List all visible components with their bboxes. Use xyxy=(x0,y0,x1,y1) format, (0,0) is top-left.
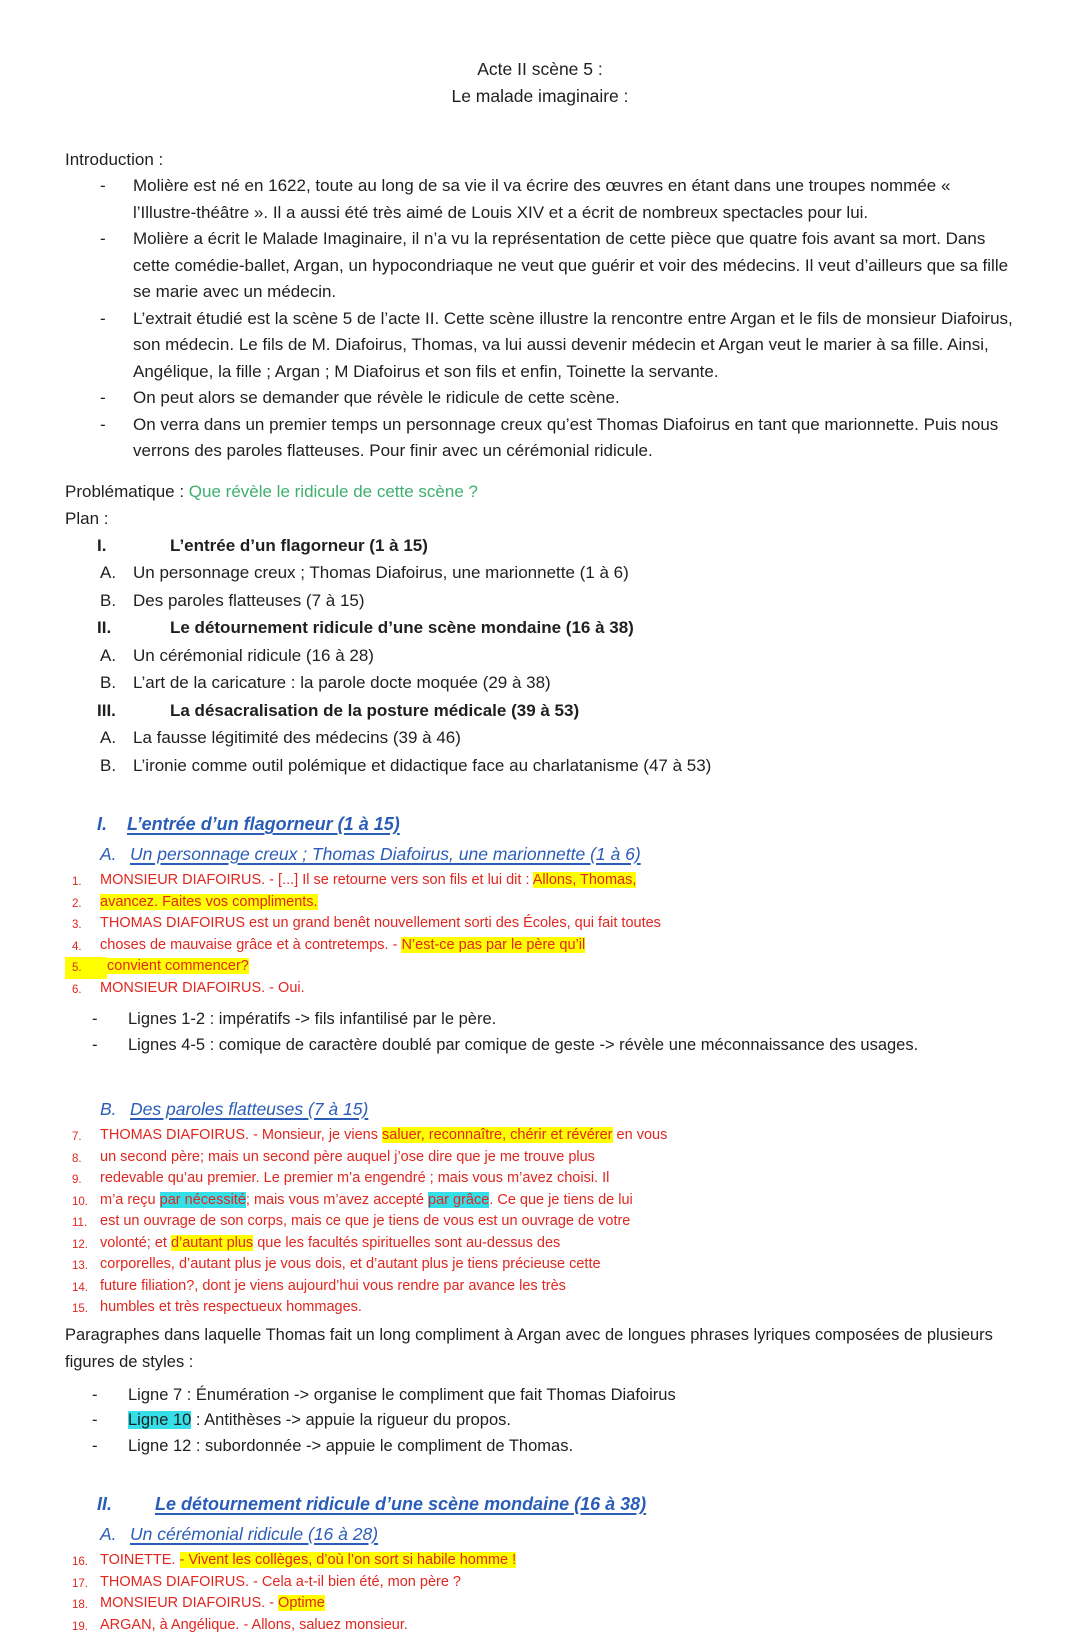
plan-item-text: Un cérémonial ridicule (16 à 28) xyxy=(133,642,374,670)
analysis-bullet xyxy=(65,1408,1015,1434)
quote-text xyxy=(100,979,1015,1001)
quote-line-number: 8. xyxy=(72,1148,100,1170)
plan-item-text: Le détournement ridicule d’une scène mondaine (16 à 38) xyxy=(170,614,634,642)
bullet-marker: - xyxy=(92,1007,128,1033)
analysis-bullet-text xyxy=(128,1007,1015,1033)
intro-bullet-text: Molière a écrit le Malade Imaginaire, il n’a vu la représentation de cette pièce que quatre fois avant sa mort. Dans cette comédie-ballet, Argan, un hypocondriaque ne veut que guérir et voir des médecins. Il veut d’ailleurs que sa fille se marie avec un médecin. xyxy=(133,226,1015,306)
highlighted-quote-segment: par nécessité xyxy=(160,1192,246,1208)
section-heading-marker: A. xyxy=(100,839,130,869)
quote-line xyxy=(65,1594,1015,1616)
highlighted-quote-segment: N’est-ce pas par le père qu’il xyxy=(401,937,585,953)
quote-segment: un second père; mais un second père auquel j’ose dire que je me trouve plus xyxy=(100,1149,595,1165)
highlighted-quote-segment: convient commencer? xyxy=(107,958,249,974)
analysis-bullet-text xyxy=(128,1383,1015,1409)
quote-line-number: 17. xyxy=(72,1573,100,1595)
quote-line-number: 18. xyxy=(72,1594,100,1616)
plan-item-marker: I. xyxy=(97,532,170,560)
quote-line xyxy=(65,1212,1015,1234)
quote-line-number: 4. xyxy=(72,936,100,958)
quote-text xyxy=(100,1298,1015,1320)
quote-block xyxy=(65,871,1015,1000)
section-heading-marker: A. xyxy=(100,1519,130,1549)
analysis-segment: : Antithèses -> appuie la rigueur du propos. xyxy=(191,1411,511,1429)
highlighted-quote-segment: par grâce xyxy=(428,1192,489,1208)
quote-line xyxy=(65,1126,1015,1148)
plan-item-text: Des paroles flatteuses (7 à 15) xyxy=(133,587,365,615)
section-heading-marker: II. xyxy=(97,1489,155,1519)
analysis-bullet-list xyxy=(65,1383,1015,1460)
quote-text xyxy=(100,1169,1015,1191)
plan-item-text: L’art de la caricature : la parole docte moquée (29 à 38) xyxy=(133,669,551,697)
bullet-marker: - xyxy=(100,385,133,412)
intro-bullet xyxy=(65,226,1015,306)
quote-line-number: 19. xyxy=(72,1616,100,1637)
highlighted-quote-segment: Optime xyxy=(278,1595,325,1611)
analysis-segment: Lignes 4-5 : comique de caractère doublé par comique de geste -> révèle une méconnaissance des usages. xyxy=(128,1036,918,1054)
plan-item xyxy=(65,752,1015,780)
problematique-row xyxy=(65,478,1015,505)
quote-line xyxy=(65,1277,1015,1299)
quote-line xyxy=(65,1573,1015,1595)
bullet-marker: - xyxy=(92,1408,128,1434)
section-heading xyxy=(65,1094,1015,1124)
plan-item xyxy=(65,587,1015,615)
quote-block xyxy=(65,1126,1015,1320)
analysis-segment: Ligne 7 : Énumération -> organise le compliment que fait Thomas Diafoirus xyxy=(128,1386,676,1404)
quote-segment: m’a reçu xyxy=(100,1192,160,1208)
intro-bullet-list xyxy=(65,173,1015,465)
quote-segment: . Ce que je tiens de lui xyxy=(489,1192,632,1208)
quote-segment: MONSIEUR DIAFOIRUS. - Oui. xyxy=(100,980,305,996)
plan-item xyxy=(65,559,1015,587)
highlighted-analysis-segment: Ligne 10 xyxy=(128,1411,191,1429)
quote-line-number: 14. xyxy=(72,1277,100,1299)
analysis-segment: Lignes 1-2 : impératifs -> fils infantilisé par le père. xyxy=(128,1010,496,1028)
section-heading xyxy=(65,839,1015,869)
quote-segment: THOMAS DIAFOIRUS. - Cela a-t-il bien été, mon père ? xyxy=(100,1574,461,1590)
problematique-question: Que révèle le ridicule de cette scène ? xyxy=(189,482,478,501)
quote-line-number: 10. xyxy=(72,1191,100,1213)
quote-text xyxy=(100,871,1015,893)
quote-line xyxy=(65,893,1015,915)
bullet-marker: - xyxy=(92,1383,128,1409)
plan-item-text: L’ironie comme outil polémique et didactique face au charlatanisme (47 à 53) xyxy=(133,752,711,780)
quote-text xyxy=(100,1594,1015,1616)
bullet-marker: - xyxy=(100,306,133,386)
intro-bullet xyxy=(65,385,1015,412)
quote-line-number: 15. xyxy=(72,1298,100,1320)
quote-segment: corporelles, d’autant plus je vous dois, et d’autant plus je tiens précieuse cette xyxy=(100,1256,601,1272)
section-heading-marker: I. xyxy=(97,809,127,839)
plan-item xyxy=(65,669,1015,697)
intro-heading: Introduction : xyxy=(65,146,1015,173)
quote-text xyxy=(100,1255,1015,1277)
quote-line-number: 7. xyxy=(72,1126,100,1148)
quote-text xyxy=(100,1191,1015,1213)
intro-bullet xyxy=(65,412,1015,465)
document-title-block xyxy=(65,56,1015,110)
quote-text xyxy=(100,1616,1015,1637)
plan-item-marker: A. xyxy=(100,559,133,587)
plan-item-text: Un personnage creux ; Thomas Diafoirus, une marionnette (1 à 6) xyxy=(133,559,629,587)
plan-item-text: L’entrée d’un flagorneur (1 à 15) xyxy=(170,532,428,560)
quote-line xyxy=(65,1169,1015,1191)
quote-text xyxy=(100,893,1015,915)
quote-text xyxy=(100,1573,1015,1595)
analysis-bullet-text xyxy=(128,1033,1015,1059)
analysis-bullet-list xyxy=(65,1007,1015,1058)
quote-line-number: 1. xyxy=(72,871,100,893)
plan-heading: Plan : xyxy=(65,505,1015,532)
bullet-marker: - xyxy=(92,1033,128,1059)
quote-text xyxy=(100,1277,1015,1299)
bullet-marker: - xyxy=(100,412,133,465)
highlighted-quote-segment: saluer, reconnaître, chérir et révérer xyxy=(382,1127,613,1143)
quote-line xyxy=(65,1616,1015,1637)
analysis-bullet xyxy=(65,1383,1015,1409)
quote-text xyxy=(107,957,1015,979)
section-heading-text: Le détournement ridicule d’une scène mondaine (16 à 38) xyxy=(155,1489,646,1519)
intro-bullet xyxy=(65,306,1015,386)
plan-item-marker: III. xyxy=(97,697,170,725)
quote-segment: ; mais vous m’avez accepté xyxy=(246,1192,428,1208)
plan-item-text: La fausse légitimité des médecins (39 à 46) xyxy=(133,724,461,752)
plan-item-marker: B. xyxy=(100,669,133,697)
quote-line xyxy=(65,1255,1015,1277)
quote-line-number: 5. xyxy=(65,957,107,979)
analysis-bullet xyxy=(65,1007,1015,1033)
plan-item xyxy=(65,724,1015,752)
quote-segment: est un ouvrage de son corps, mais ce que je tiens de vous est un ouvrage de votre xyxy=(100,1213,630,1229)
section-heading xyxy=(65,1489,1015,1519)
analysis-paragraph: Paragraphes dans laquelle Thomas fait un long compliment à Argan avec de longues phrases lyriques composées de plusieurs figures de styles : xyxy=(65,1322,1015,1376)
plan-item-marker: B. xyxy=(100,587,133,615)
quote-line-number: 3. xyxy=(72,914,100,936)
plan-item xyxy=(65,532,1015,560)
intro-bullet-text: On peut alors se demander que révèle le ridicule de cette scène. xyxy=(133,385,1015,412)
quote-line xyxy=(65,1191,1015,1213)
bullet-marker: - xyxy=(100,226,133,306)
quote-line-number: 2. xyxy=(72,893,100,915)
highlighted-quote-segment: Allons, Thomas, xyxy=(533,872,637,888)
quote-line-number: 13. xyxy=(72,1255,100,1277)
intro-bullet-text: On verra dans un premier temps un personnage creux qu’est Thomas Diafoirus en tant que marionnette. Puis nous verrons des paroles flatteuses. Pour finir avec un cérémonial ridicule. xyxy=(133,412,1015,465)
quote-segment: MONSIEUR DIAFOIRUS. - xyxy=(100,1595,278,1611)
quote-segment: ARGAN, à Angélique. - Allons, saluez monsieur. xyxy=(100,1617,408,1633)
quote-line xyxy=(65,1234,1015,1256)
intro-bullet-text: L’extrait étudié est la scène 5 de l’acte II. Cette scène illustre la rencontre entre Argan et le fils de monsieur Diafoirus, son médecin. Le fils de M. Diafoirus, Thomas, va lui aussi devenir médecin et Argan veut le marier à sa fille. Ainsi, Angélique, la fille ; Argan ; M Diafoirus et son fils et enfin, Toinette la servante. xyxy=(133,306,1015,386)
quote-segment: choses de mauvaise grâce et à contretemps. - xyxy=(100,937,401,953)
quote-segment: future filiation?, dont je viens aujourd’hui vous rendre par avance les très xyxy=(100,1278,566,1294)
quote-segment: en vous xyxy=(613,1127,668,1143)
section-heading-text: Un personnage creux ; Thomas Diafoirus, une marionnette (1 à 6) xyxy=(130,839,641,869)
document-title: Acte II scène 5 : xyxy=(65,56,1015,83)
quote-line xyxy=(65,914,1015,936)
quote-text xyxy=(100,1148,1015,1170)
problematique-label: Problématique : xyxy=(65,482,189,501)
plan-item-marker: B. xyxy=(100,752,133,780)
quote-line xyxy=(65,957,1015,979)
highlighted-quote-segment: d’autant plus xyxy=(171,1235,253,1251)
quote-segment: THOMAS DIAFOIRUS est un grand benêt nouvellement sorti des Écoles, qui fait toutes xyxy=(100,915,661,931)
quote-line xyxy=(65,979,1015,1001)
quote-text xyxy=(100,914,1015,936)
quote-text xyxy=(100,936,1015,958)
quote-segment: redevable qu’au premier. Le premier m’a engendré ; mais vous m’avez choisi. Il xyxy=(100,1170,609,1186)
plan-item-text: La désacralisation de la posture médicale (39 à 53) xyxy=(170,697,579,725)
plan-list xyxy=(65,532,1015,780)
document-subtitle: Le malade imaginaire : xyxy=(65,83,1015,110)
quote-line xyxy=(65,936,1015,958)
quote-text xyxy=(100,1212,1015,1234)
quote-segment: humbles et très respectueux hommages. xyxy=(100,1299,362,1315)
section-heading-text: Des paroles flatteuses (7 à 15) xyxy=(130,1094,368,1124)
plan-item xyxy=(65,642,1015,670)
plan-item xyxy=(65,697,1015,725)
quote-line xyxy=(65,1551,1015,1573)
quote-line-number: 6. xyxy=(72,979,100,1001)
quote-text xyxy=(100,1126,1015,1148)
quote-segment: THOMAS DIAFOIRUS. - Monsieur, je viens xyxy=(100,1127,382,1143)
bullet-marker: - xyxy=(92,1434,128,1460)
intro-bullet-text: Molière est né en 1622, toute au long de sa vie il va écrire des œuvres en étant dans une troupes nommée « l’Illustre-théâtre ». Il a aussi été très aimé de Louis XIV et a écrit de nombreux spectacles pour lui. xyxy=(133,173,1015,226)
quote-text xyxy=(100,1551,1015,1573)
section-heading xyxy=(65,809,1015,839)
quote-line-number: 12. xyxy=(72,1234,100,1256)
quote-segment: MONSIEUR DIAFOIRUS. - [...] Il se retourne vers son fils et lui dit : xyxy=(100,872,533,888)
section-heading-text: Un cérémonial ridicule (16 à 28) xyxy=(130,1519,378,1549)
quote-line-number: 11. xyxy=(72,1212,100,1234)
quote-line xyxy=(65,871,1015,893)
analysis-sections xyxy=(65,809,1015,1637)
analysis-segment: Ligne 12 : subordonnée -> appuie le compliment de Thomas. xyxy=(128,1437,573,1455)
section-heading-marker: B. xyxy=(100,1094,130,1124)
plan-item-marker: A. xyxy=(100,724,133,752)
bullet-marker: - xyxy=(100,173,133,226)
plan-item-marker: II. xyxy=(97,614,170,642)
analysis-bullet-text xyxy=(128,1408,1015,1434)
quote-line-number: 9. xyxy=(72,1169,100,1191)
highlighted-quote-segment: avancez. Faites vos compliments. xyxy=(100,894,318,910)
highlighted-quote-segment: - Vivent les collèges, d’où l’on sort si habile homme ! xyxy=(180,1552,517,1568)
plan-item-marker: A. xyxy=(100,642,133,670)
plan-item xyxy=(65,614,1015,642)
quote-line xyxy=(65,1298,1015,1320)
quote-line xyxy=(65,1148,1015,1170)
section-heading-text: L’entrée d’un flagorneur (1 à 15) xyxy=(127,809,400,839)
quote-segment: TOINETTE. xyxy=(100,1552,180,1568)
analysis-bullet xyxy=(65,1033,1015,1059)
quote-block xyxy=(65,1551,1015,1637)
quote-text xyxy=(100,1234,1015,1256)
analysis-bullet xyxy=(65,1434,1015,1460)
analysis-bullet-text xyxy=(128,1434,1015,1460)
section-heading xyxy=(65,1519,1015,1549)
quote-segment: volonté; et xyxy=(100,1235,171,1251)
quote-segment: que les facultés spirituelles sont au-dessus des xyxy=(253,1235,560,1251)
intro-bullet xyxy=(65,173,1015,226)
quote-line-number: 16. xyxy=(72,1551,100,1573)
